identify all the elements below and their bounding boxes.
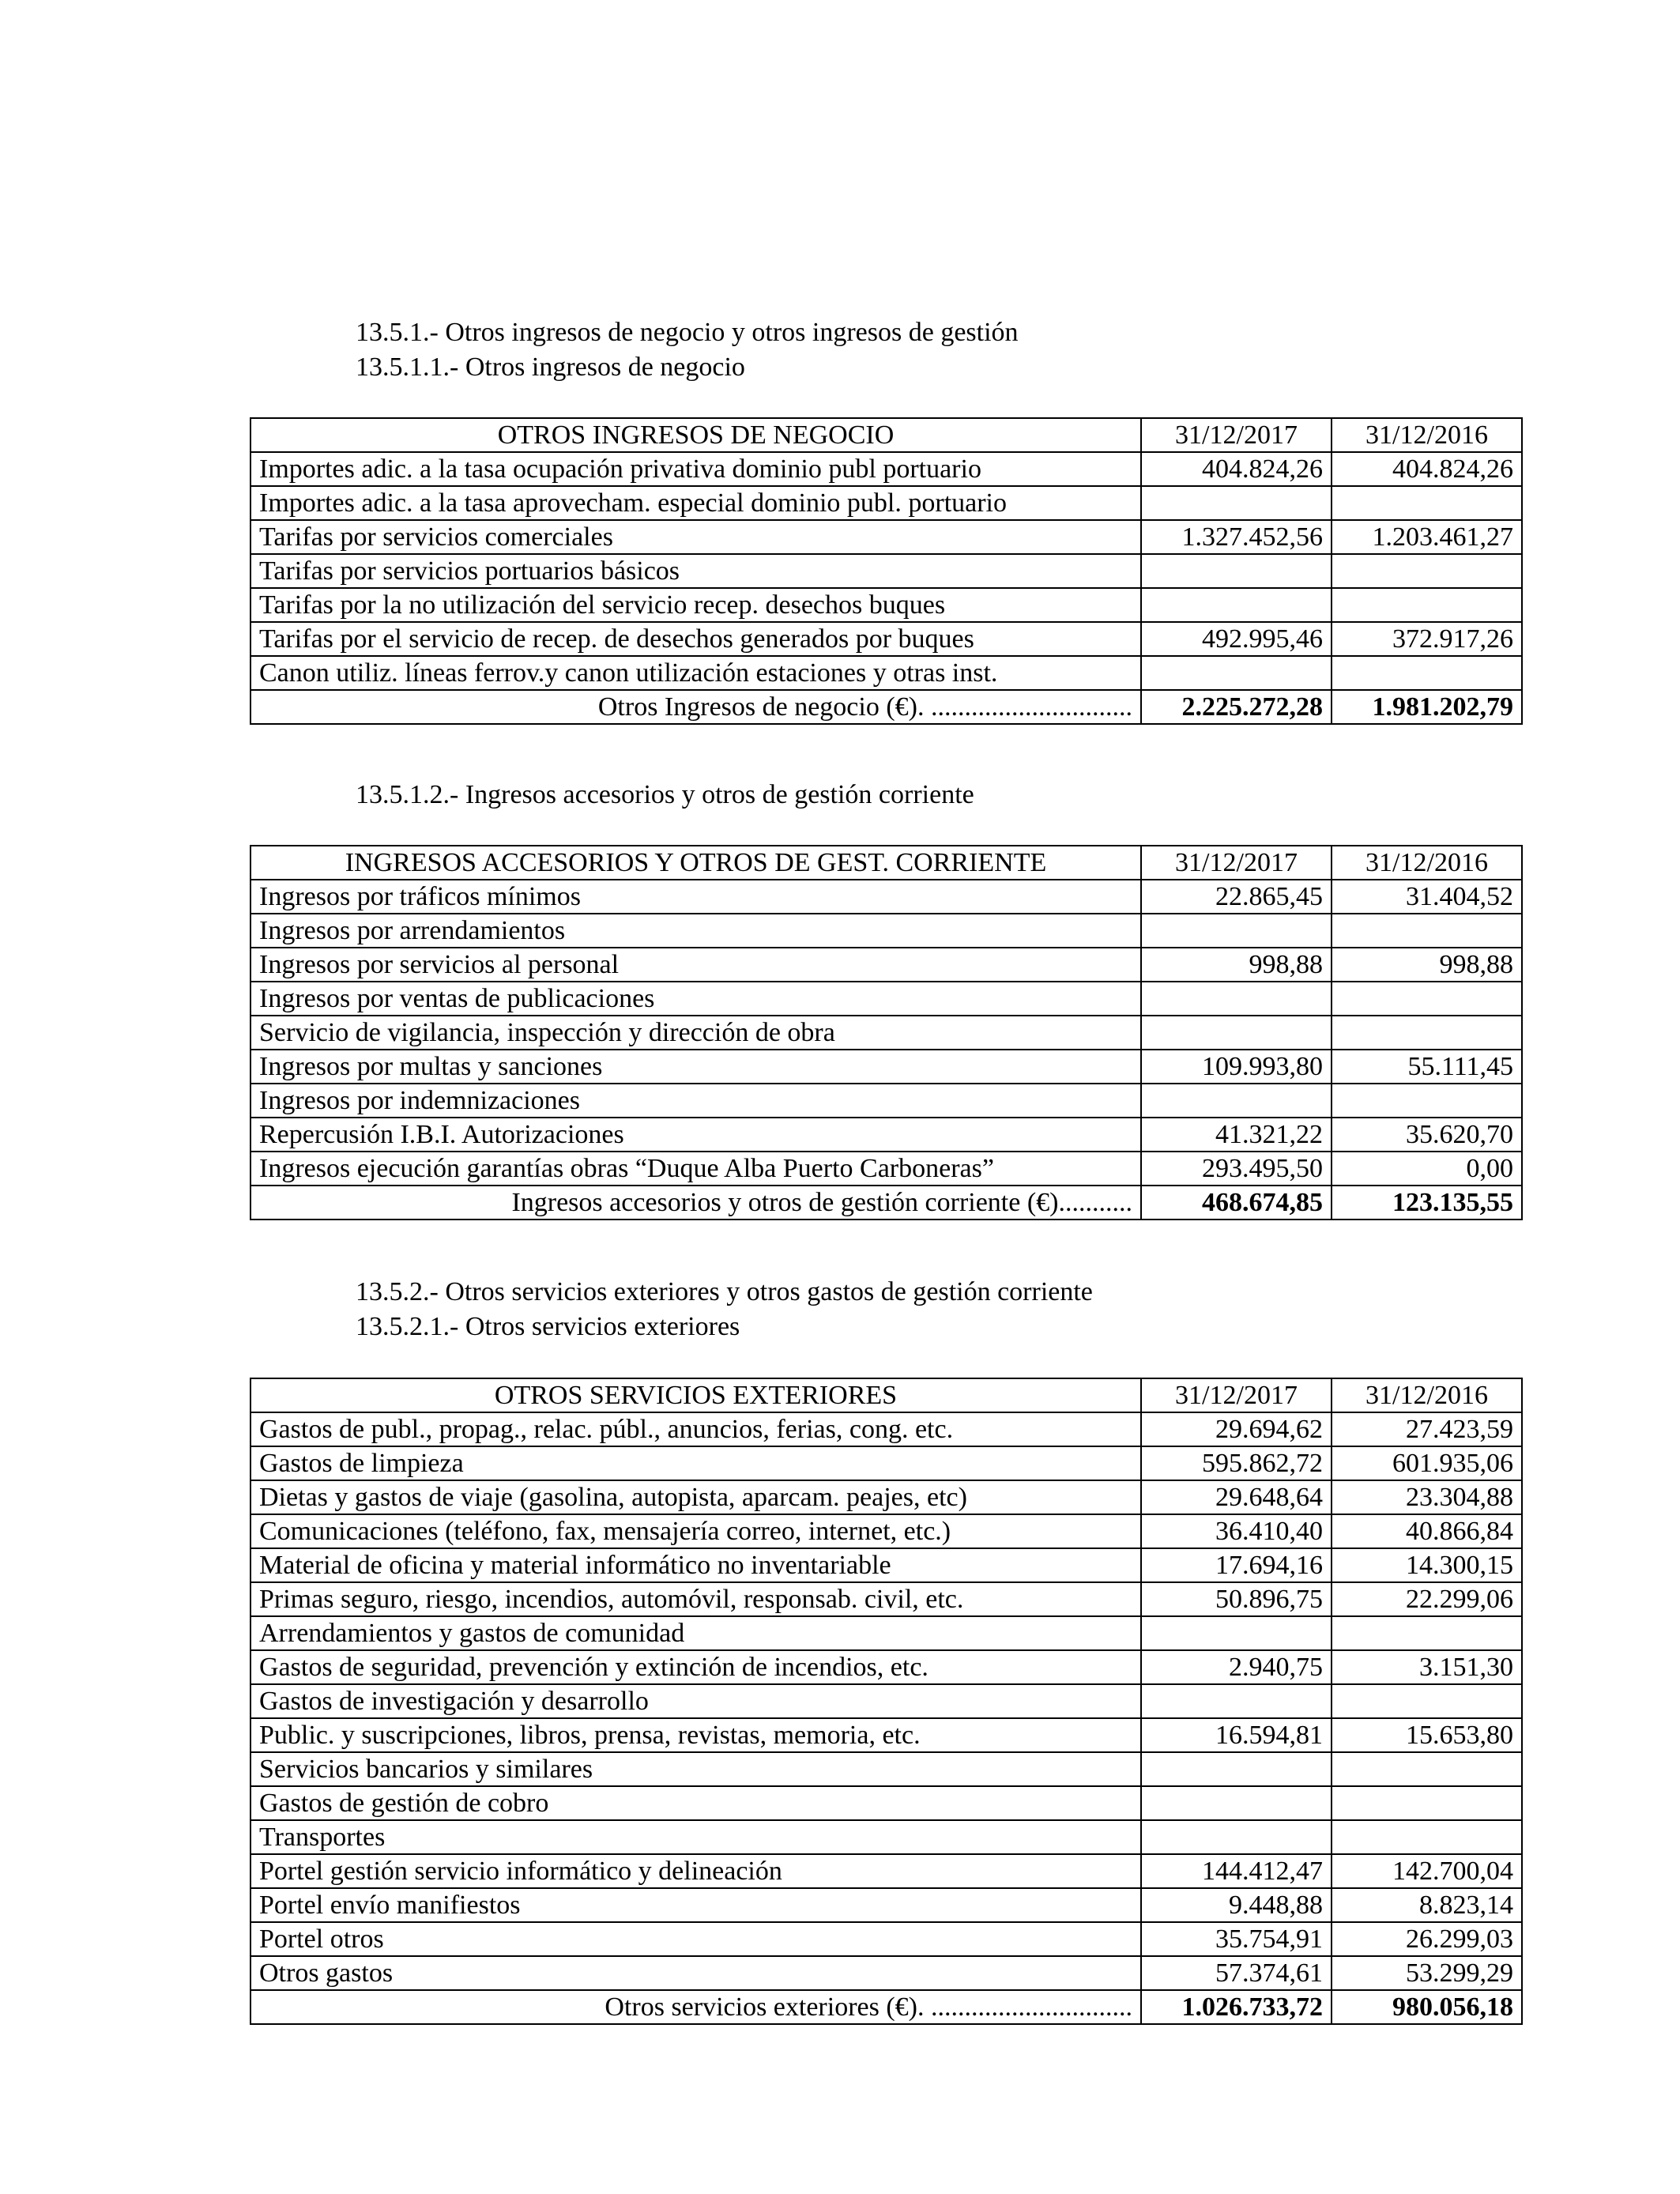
table-row	[250, 1786, 1522, 1820]
table-row	[250, 1548, 1522, 1582]
row-value: 17.694,16	[1141, 1548, 1332, 1582]
column-header-date: 31/12/2016	[1332, 846, 1522, 880]
section-heading-13-5-2: 13.5.2.- Otros servicios exteriores y otros gastos de gestión corriente	[356, 1277, 1093, 1306]
column-header-date: 31/12/2016	[1332, 418, 1522, 452]
row-value	[1332, 914, 1522, 948]
row-value: 601.935,06	[1332, 1446, 1522, 1480]
row-value: 2.940,75	[1141, 1650, 1332, 1684]
row-concept: Ingresos por indemnizaciones	[250, 1084, 1141, 1118]
section-heading-13-5-2-1: 13.5.2.1.- Otros servicios exteriores	[356, 1312, 740, 1341]
total-value: 1.981.202,79	[1332, 690, 1522, 724]
row-concept: Canon utiliz. líneas ferrov.y canon utilización estaciones y otras inst.	[250, 656, 1141, 690]
row-value: 35.620,70	[1332, 1118, 1522, 1152]
table-row	[250, 1616, 1522, 1650]
column-header-concept: OTROS SERVICIOS EXTERIORES	[250, 1378, 1141, 1412]
row-value	[1332, 1820, 1522, 1854]
row-value	[1332, 1684, 1522, 1718]
row-value	[1332, 1016, 1522, 1050]
table-row	[250, 554, 1522, 588]
total-value: 468.674,85	[1141, 1186, 1332, 1220]
row-value	[1141, 656, 1332, 690]
total-label: Otros Ingresos de negocio (€). ..............................	[250, 690, 1141, 724]
row-concept: Gastos de investigación y desarrollo	[250, 1684, 1141, 1718]
row-value	[1332, 982, 1522, 1016]
table-ingresos-accesorios	[250, 845, 1523, 1220]
table-header-row	[250, 1378, 1522, 1412]
column-header-concept: OTROS INGRESOS DE NEGOCIO	[250, 418, 1141, 452]
total-value: 123.135,55	[1332, 1186, 1522, 1220]
row-value	[1141, 1016, 1332, 1050]
column-header-date: 31/12/2017	[1141, 1378, 1332, 1412]
row-concept: Arrendamientos y gastos de comunidad	[250, 1616, 1141, 1650]
row-value: 31.404,52	[1332, 880, 1522, 914]
section-heading-13-5-1: 13.5.1.- Otros ingresos de negocio y otros ingresos de gestión	[356, 318, 1019, 347]
row-concept: Gastos de gestión de cobro	[250, 1786, 1141, 1820]
row-value: 26.299,03	[1332, 1922, 1522, 1956]
row-value: 22.299,06	[1332, 1582, 1522, 1616]
row-value: 9.448,88	[1141, 1888, 1332, 1922]
table-row	[250, 914, 1522, 948]
row-value	[1332, 1752, 1522, 1786]
row-value: 40.866,84	[1332, 1514, 1522, 1548]
row-value	[1141, 1820, 1332, 1854]
row-value: 14.300,15	[1332, 1548, 1522, 1582]
row-value	[1141, 1684, 1332, 1718]
table-row	[250, 1514, 1522, 1548]
total-value: 980.056,18	[1332, 1990, 1522, 2024]
row-value	[1332, 486, 1522, 520]
row-value	[1141, 914, 1332, 948]
row-concept: Repercusión I.B.I. Autorizaciones	[250, 1118, 1141, 1152]
table-row	[250, 1152, 1522, 1186]
table-total-row	[250, 690, 1522, 724]
row-value: 36.410,40	[1141, 1514, 1332, 1548]
row-concept: Ingresos por arrendamientos	[250, 914, 1141, 948]
table-otros-servicios-exteriores	[250, 1378, 1523, 2025]
table-row	[250, 520, 1522, 554]
row-value: 3.151,30	[1332, 1650, 1522, 1684]
row-value: 595.862,72	[1141, 1446, 1332, 1480]
row-value: 57.374,61	[1141, 1956, 1332, 1990]
row-value: 23.304,88	[1332, 1480, 1522, 1514]
row-value: 53.299,29	[1332, 1956, 1522, 1990]
table-row	[250, 1412, 1522, 1446]
row-value	[1141, 1752, 1332, 1786]
total-value: 1.026.733,72	[1141, 1990, 1332, 2024]
row-concept: Transportes	[250, 1820, 1141, 1854]
row-concept: Importes adic. a la tasa aprovecham. especial dominio publ. portuario	[250, 486, 1141, 520]
section-heading-13-5-1-1: 13.5.1.1.- Otros ingresos de negocio	[356, 352, 745, 382]
row-concept: Ingresos ejecución garantías obras “Duque Alba Puerto Carboneras”	[250, 1152, 1141, 1186]
row-concept: Ingresos por ventas de publicaciones	[250, 982, 1141, 1016]
table-header-row	[250, 418, 1522, 452]
table-row	[250, 452, 1522, 486]
row-value: 492.995,46	[1141, 622, 1332, 656]
table-total-row	[250, 1186, 1522, 1220]
row-concept: Material de oficina y material informático no inventariable	[250, 1548, 1141, 1582]
row-concept: Tarifas por la no utilización del servicio recep. desechos buques	[250, 588, 1141, 622]
table-row	[250, 1922, 1522, 1956]
table-row	[250, 1084, 1522, 1118]
table-row	[250, 1582, 1522, 1616]
table-row	[250, 1050, 1522, 1084]
row-value: 29.694,62	[1141, 1412, 1332, 1446]
table-row	[250, 1888, 1522, 1922]
row-value: 404.824,26	[1332, 452, 1522, 486]
row-concept: Ingresos por multas y sanciones	[250, 1050, 1141, 1084]
row-value: 404.824,26	[1141, 452, 1332, 486]
table-header-row	[250, 846, 1522, 880]
row-value: 998,88	[1141, 948, 1332, 982]
table-row	[250, 1650, 1522, 1684]
row-value	[1141, 1616, 1332, 1650]
row-value	[1332, 588, 1522, 622]
row-value	[1141, 588, 1332, 622]
table-row	[250, 982, 1522, 1016]
row-value: 293.495,50	[1141, 1152, 1332, 1186]
column-header-date: 31/12/2016	[1332, 1378, 1522, 1412]
row-value: 8.823,14	[1332, 1888, 1522, 1922]
row-concept: Gastos de seguridad, prevención y extinción de incendios, etc.	[250, 1650, 1141, 1684]
row-value: 0,00	[1332, 1152, 1522, 1186]
row-concept: Portel envío manifiestos	[250, 1888, 1141, 1922]
table-otros-ingresos-negocio	[250, 417, 1523, 725]
row-value	[1141, 1084, 1332, 1118]
table-row	[250, 948, 1522, 982]
row-value: 372.917,26	[1332, 622, 1522, 656]
row-value	[1332, 554, 1522, 588]
table-row	[250, 1854, 1522, 1888]
row-concept: Comunicaciones (teléfono, fax, mensajería correo, internet, etc.)	[250, 1514, 1141, 1548]
row-value	[1141, 554, 1332, 588]
row-value	[1332, 1084, 1522, 1118]
row-value: 41.321,22	[1141, 1118, 1332, 1152]
table-row	[250, 1480, 1522, 1514]
column-header-date: 31/12/2017	[1141, 418, 1332, 452]
row-concept: Tarifas por servicios portuarios básicos	[250, 554, 1141, 588]
row-concept: Public. y suscripciones, libros, prensa, revistas, memoria, etc.	[250, 1718, 1141, 1752]
table-row	[250, 1446, 1522, 1480]
total-label: Otros servicios exteriores (€). ..............................	[250, 1990, 1141, 2024]
row-value: 27.423,59	[1332, 1412, 1522, 1446]
row-value	[1332, 1616, 1522, 1650]
table-row	[250, 622, 1522, 656]
table-total-row	[250, 1990, 1522, 2024]
table-row	[250, 486, 1522, 520]
row-value: 15.653,80	[1332, 1718, 1522, 1752]
row-value: 142.700,04	[1332, 1854, 1522, 1888]
row-value	[1141, 486, 1332, 520]
row-value: 55.111,45	[1332, 1050, 1522, 1084]
row-value	[1141, 982, 1332, 1016]
column-header-date: 31/12/2017	[1141, 846, 1332, 880]
table-row	[250, 1718, 1522, 1752]
row-concept: Ingresos por servicios al personal	[250, 948, 1141, 982]
table-row	[250, 1016, 1522, 1050]
row-concept: Tarifas por el servicio de recep. de desechos generados por buques	[250, 622, 1141, 656]
section-heading-13-5-1-2: 13.5.1.2.- Ingresos accesorios y otros de gestión corriente	[356, 780, 974, 809]
row-value	[1332, 656, 1522, 690]
table-row	[250, 656, 1522, 690]
row-concept: Tarifas por servicios comerciales	[250, 520, 1141, 554]
row-concept: Gastos de limpieza	[250, 1446, 1141, 1480]
row-value: 29.648,64	[1141, 1480, 1332, 1514]
total-value: 2.225.272,28	[1141, 690, 1332, 724]
table-row	[250, 1684, 1522, 1718]
row-value: 50.896,75	[1141, 1582, 1332, 1616]
row-concept: Otros gastos	[250, 1956, 1141, 1990]
table-row	[250, 588, 1522, 622]
column-header-concept: INGRESOS ACCESORIOS Y OTROS DE GEST. CORRIENTE	[250, 846, 1141, 880]
total-label: Ingresos accesorios y otros de gestión corriente (€)...........	[250, 1186, 1141, 1220]
row-concept: Ingresos por tráficos mínimos	[250, 880, 1141, 914]
row-concept: Importes adic. a la tasa ocupación privativa dominio publ portuario	[250, 452, 1141, 486]
row-value: 109.993,80	[1141, 1050, 1332, 1084]
table-row	[250, 1752, 1522, 1786]
row-concept: Servicios bancarios y similares	[250, 1752, 1141, 1786]
row-concept: Portel gestión servicio informático y delineación	[250, 1854, 1141, 1888]
table-row	[250, 880, 1522, 914]
row-concept: Portel otros	[250, 1922, 1141, 1956]
table-row	[250, 1118, 1522, 1152]
row-value: 1.327.452,56	[1141, 520, 1332, 554]
row-concept: Gastos de publ., propag., relac. públ., anuncios, ferias, cong. etc.	[250, 1412, 1141, 1446]
row-value: 998,88	[1332, 948, 1522, 982]
row-value: 1.203.461,27	[1332, 520, 1522, 554]
row-concept: Servicio de vigilancia, inspección y dirección de obra	[250, 1016, 1141, 1050]
row-value: 16.594,81	[1141, 1718, 1332, 1752]
row-value: 22.865,45	[1141, 880, 1332, 914]
row-value	[1332, 1786, 1522, 1820]
row-concept: Primas seguro, riesgo, incendios, automóvil, responsab. civil, etc.	[250, 1582, 1141, 1616]
table-row	[250, 1956, 1522, 1990]
row-value: 144.412,47	[1141, 1854, 1332, 1888]
row-value: 35.754,91	[1141, 1922, 1332, 1956]
table-row	[250, 1820, 1522, 1854]
row-concept: Dietas y gastos de viaje (gasolina, autopista, aparcam. peajes, etc)	[250, 1480, 1141, 1514]
row-value	[1141, 1786, 1332, 1820]
